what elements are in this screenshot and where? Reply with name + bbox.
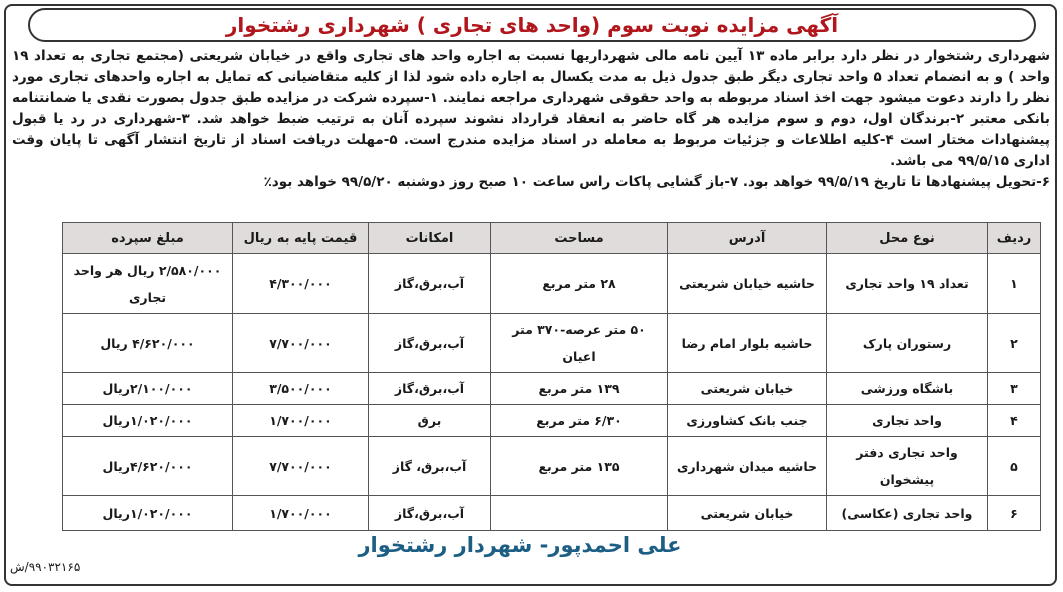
cell-area: ۶/۳۰ متر مربع bbox=[491, 405, 668, 437]
cell-facilities: آب،برق،گاز bbox=[369, 254, 491, 314]
table-row bbox=[63, 254, 1041, 314]
cell-row-number: ۶ bbox=[988, 496, 1041, 531]
cell-base-price: ۳/۵۰۰/۰۰۰ bbox=[233, 373, 369, 405]
header-type: نوع محل bbox=[827, 223, 988, 254]
cell-type: باشگاه ورزشی bbox=[827, 373, 988, 405]
cell-deposit: ۱/۰۲۰/۰۰۰ریال bbox=[63, 496, 233, 531]
cell-row-number: ۲ bbox=[988, 314, 1041, 373]
cell-area: ۵۰ متر عرصه-۳۷۰ متر اعیان bbox=[491, 314, 668, 373]
notice-paragraph-dates: ۶-تحویل پیشنهادها تا تاریخ ۹۹/۵/۱۹ خواهد بود. ۷-باز گشایی پاکات راس ساعت ۱۰ صبح روز دوشنبه ۹۹/۵/۲۰ خواهد بود٪ bbox=[263, 174, 1050, 190]
cell-address: جنب بانک کشاورزی bbox=[668, 405, 827, 437]
cell-area: ۱۳۹ متر مربع bbox=[491, 373, 668, 405]
cell-address: حاشیه خیابان شریعتی bbox=[668, 254, 827, 314]
header-area: مساحت bbox=[491, 223, 668, 254]
cell-base-price: ۱/۷۰۰/۰۰۰ bbox=[233, 405, 369, 437]
cell-deposit: ۴/۶۲۰/۰۰۰ ریال bbox=[63, 314, 233, 373]
cell-deposit: ۲/۵۸۰/۰۰۰ ریال هر واحد تجاری bbox=[63, 254, 233, 314]
cell-address: حاشیه میدان شهرداری bbox=[668, 437, 827, 496]
cell-base-price: ۷/۷۰۰/۰۰۰ bbox=[233, 314, 369, 373]
cell-base-price: ۱/۷۰۰/۰۰۰ bbox=[233, 496, 369, 531]
cell-facilities: برق bbox=[369, 405, 491, 437]
cell-row-number: ۳ bbox=[988, 373, 1041, 405]
cell-deposit: ۴/۶۲۰/۰۰۰ریال bbox=[63, 437, 233, 496]
header-address: آدرس bbox=[668, 223, 827, 254]
cell-type: واحد تجاری دفتر پیشخوان bbox=[827, 437, 988, 496]
notice-title-text: آگهی مزایده نوبت سوم (واحد های تجاری ) شهرداری رشتخوار bbox=[225, 13, 839, 37]
cell-deposit: ۱/۰۲۰/۰۰۰ریال bbox=[63, 405, 233, 437]
cell-area: ۱۳۵ متر مربع bbox=[491, 437, 668, 496]
header-facilities: امکانات bbox=[369, 223, 491, 254]
cell-base-price: ۷/۷۰۰/۰۰۰ bbox=[233, 437, 369, 496]
table-row bbox=[63, 314, 1041, 373]
cell-type: واحد تجاری bbox=[827, 405, 988, 437]
cell-row-number: ۵ bbox=[988, 437, 1041, 496]
cell-base-price: ۴/۳۰۰/۰۰۰ bbox=[233, 254, 369, 314]
notice-body bbox=[12, 46, 1050, 193]
header-row-number: ردیف bbox=[988, 223, 1041, 254]
auction-table-wrapper bbox=[62, 222, 1032, 531]
table-row bbox=[63, 405, 1041, 437]
cell-area bbox=[491, 496, 668, 531]
cell-address: حاشیه بلوار امام رضا bbox=[668, 314, 827, 373]
table-row bbox=[63, 437, 1041, 496]
table-header-row bbox=[63, 223, 1041, 254]
cell-row-number: ۴ bbox=[988, 405, 1041, 437]
cell-facilities: آب،برق، گاز bbox=[369, 437, 491, 496]
cell-facilities: آب،برق،گاز bbox=[369, 373, 491, 405]
cell-deposit: ۲/۱۰۰/۰۰۰ریال bbox=[63, 373, 233, 405]
cell-type: واحد تجاری (عکاسی) bbox=[827, 496, 988, 531]
cell-row-number: ۱ bbox=[988, 254, 1041, 314]
cell-area: ۲۸ متر مربع bbox=[491, 254, 668, 314]
cell-facilities: آب،برق،گاز bbox=[369, 314, 491, 373]
cell-facilities: آب،برق،گاز bbox=[369, 496, 491, 531]
notice-paragraph-main: شهرداری رشتخوار در نظر دارد برابر ماده ۱۳ آیین نامه مالی شهرداریها نسبت به اجاره واحد های تجاری واقع در خیابان شریعتی (مجتمع تجاری به تعداد ۱۹ واحد ) و به انضمام تعداد ۵ واحد تجاری دیگر طبق جدول ذیل به مدت یکسال به اجاره داده شود لذا از کلیه متقاضیانی که تمایل به اجاره واحدهای تجاری مورد نظر را دارند دعوت میشود جهت اخذ اسناد مربوطه به واحد حقوقی شهرداری مراجعه نمایند. ۱-سپرده شرکت در مزایده طبق جدول بصورت نقدی یا ضمانتنامه بانکی معتبر ۲-برندگان اول، دوم و سوم مزایده هر گاه حاضر به انعقاد قرارداد نشوند سپرده آنان به ترتیب ضبط خواهد شد. ۳-شهرداری در رد یا قبول پیشنهادات مختار است ۴-کلیه اطلاعات و جزئیات مربوط به معامله در اسناد مزایده مندرج است. ۵-مهلت دریافت اسناد از تاریخ انتشار آگهی تا پایان وقت اداری ۹۹/۵/۱۵ می باشد. bbox=[12, 48, 1051, 169]
mayor-signature: علی احمدپور- شهردار رشتخوار bbox=[358, 533, 682, 557]
notice-title bbox=[28, 8, 1036, 42]
header-deposit: مبلغ سپرده bbox=[63, 223, 233, 254]
cell-type: رستوران پارک bbox=[827, 314, 988, 373]
header-base-price: قیمت پایه به ریال bbox=[233, 223, 369, 254]
cell-address: خیابان شریعتی bbox=[668, 496, 827, 531]
auction-table bbox=[62, 222, 1041, 531]
table-row bbox=[63, 373, 1041, 405]
cell-address: خیابان شریعتی bbox=[668, 373, 827, 405]
table-row bbox=[63, 496, 1041, 531]
notice-code: ۹۹۰۳۲۱۶۵/ش bbox=[10, 560, 81, 574]
cell-type: تعداد ۱۹ واحد تجاری bbox=[827, 254, 988, 314]
